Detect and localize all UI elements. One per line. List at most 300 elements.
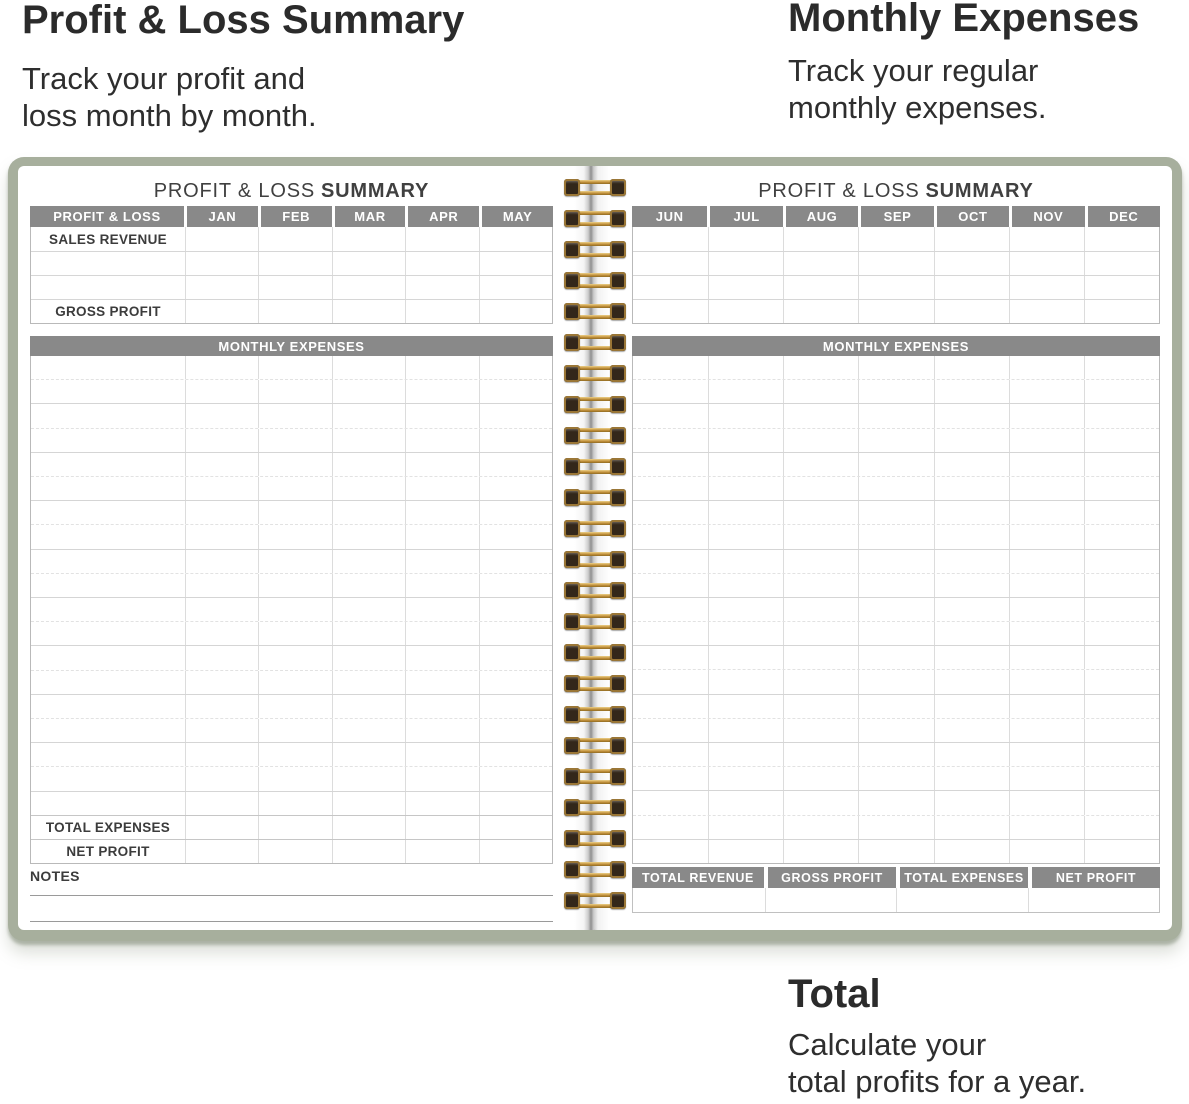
table-cell bbox=[31, 453, 185, 476]
table-cell bbox=[31, 477, 185, 500]
table-cell bbox=[783, 719, 858, 742]
table-cell bbox=[708, 252, 783, 275]
table-cell bbox=[332, 525, 405, 548]
table-cell bbox=[1009, 501, 1084, 524]
coil-hole bbox=[610, 179, 626, 196]
table-cell bbox=[1084, 227, 1159, 251]
table-cell bbox=[708, 477, 783, 500]
coil-hole bbox=[610, 613, 626, 630]
table-cell bbox=[708, 598, 783, 621]
table-cell bbox=[185, 429, 258, 452]
table-cell bbox=[185, 622, 258, 645]
table-cell bbox=[934, 404, 1009, 427]
table-cell bbox=[858, 719, 933, 742]
table-cell bbox=[405, 404, 478, 427]
table-cell bbox=[185, 356, 258, 379]
binding-coil bbox=[560, 861, 632, 878]
table-cell bbox=[1084, 719, 1159, 742]
table-cell bbox=[405, 719, 478, 742]
table-cell bbox=[633, 695, 708, 718]
table-cell bbox=[633, 670, 708, 693]
table-cell bbox=[633, 743, 708, 766]
coil-hole bbox=[564, 861, 580, 878]
binding-coil bbox=[560, 210, 632, 227]
left-expenses-header: MONTHLY EXPENSES bbox=[30, 336, 553, 356]
coil-hole bbox=[564, 179, 580, 196]
coil-hole bbox=[564, 303, 580, 320]
table-cell bbox=[1084, 622, 1159, 645]
right-expenses-table bbox=[632, 336, 1160, 864]
column-header: TOTAL REVENUE bbox=[632, 867, 764, 888]
table-cell bbox=[633, 477, 708, 500]
table-cell bbox=[783, 695, 858, 718]
callout-subtext-line: monthly expenses. bbox=[788, 90, 1047, 125]
table-cell bbox=[332, 840, 405, 863]
column-header: JUN bbox=[632, 206, 707, 227]
coil-hole bbox=[564, 365, 580, 382]
table-cell bbox=[1009, 695, 1084, 718]
right-expense-rows bbox=[633, 356, 1159, 863]
table-cell bbox=[185, 840, 258, 863]
table-cell bbox=[633, 501, 708, 524]
table-cell bbox=[858, 767, 933, 790]
table-cell bbox=[258, 598, 331, 621]
coil-hole bbox=[610, 210, 626, 227]
expense-row bbox=[633, 742, 1159, 766]
expense-row bbox=[31, 428, 552, 452]
expense-row bbox=[633, 573, 1159, 597]
table-cell bbox=[633, 646, 708, 669]
coil-hole bbox=[564, 427, 580, 444]
binding-coil bbox=[560, 489, 632, 506]
page-title-regular: PROFIT & LOSS bbox=[153, 180, 315, 202]
table-cell bbox=[31, 767, 185, 790]
table-cell bbox=[332, 477, 405, 500]
summary-row bbox=[31, 299, 552, 323]
left-page bbox=[18, 166, 590, 930]
expense-row bbox=[633, 452, 1159, 476]
column-header: GROSS PROFIT bbox=[764, 867, 896, 888]
table-cell bbox=[332, 300, 405, 323]
table-cell bbox=[185, 276, 258, 299]
coil-hole bbox=[610, 706, 626, 723]
table-cell bbox=[633, 791, 708, 814]
right-page bbox=[594, 166, 1172, 930]
table-cell bbox=[479, 622, 552, 645]
table-cell bbox=[185, 252, 258, 275]
coil-hole bbox=[564, 520, 580, 537]
coil-hole bbox=[564, 489, 580, 506]
notes-section bbox=[30, 868, 553, 922]
coil-hole bbox=[564, 582, 580, 599]
column-header: AUG bbox=[783, 206, 858, 227]
right-page-title bbox=[632, 180, 1160, 203]
table-cell bbox=[258, 300, 331, 323]
table-cell bbox=[258, 429, 331, 452]
callout-top-right bbox=[788, 0, 1139, 126]
table-cell bbox=[258, 525, 331, 548]
table-cell bbox=[1084, 670, 1159, 693]
binding-coil bbox=[560, 241, 632, 258]
row-label: TOTAL EXPENSES bbox=[45, 820, 171, 835]
coil-hole bbox=[564, 768, 580, 785]
callout-subtext-line: total profits for a year. bbox=[788, 1064, 1087, 1099]
table-cell bbox=[1009, 670, 1084, 693]
table-cell bbox=[332, 356, 405, 379]
table-cell bbox=[258, 252, 331, 275]
table-cell bbox=[31, 525, 185, 548]
coil-hole bbox=[610, 737, 626, 754]
binding-coil bbox=[560, 675, 632, 692]
table-cell bbox=[479, 300, 552, 323]
table-cell bbox=[258, 646, 331, 669]
table-cell bbox=[934, 356, 1009, 379]
table-cell bbox=[405, 550, 478, 573]
binding-coil bbox=[560, 458, 632, 475]
table-cell bbox=[1084, 840, 1159, 863]
column-header: DEC bbox=[1085, 206, 1160, 227]
totals-row bbox=[632, 888, 1160, 913]
table-cell bbox=[1009, 227, 1084, 251]
table-cell bbox=[1009, 574, 1084, 597]
table-cell bbox=[858, 695, 933, 718]
table-cell bbox=[934, 646, 1009, 669]
callout-heading: Profit & Loss Summary bbox=[22, 0, 465, 42]
table-cell bbox=[1009, 719, 1084, 742]
table-cell bbox=[934, 227, 1009, 251]
expense-row bbox=[31, 791, 552, 815]
table-cell bbox=[31, 429, 185, 452]
binding-coil bbox=[560, 799, 632, 816]
column-header: NOV bbox=[1009, 206, 1084, 227]
table-cell bbox=[783, 477, 858, 500]
table-cell bbox=[185, 574, 258, 597]
table-cell bbox=[783, 429, 858, 452]
table-cell bbox=[1009, 300, 1084, 323]
right-summary-rows bbox=[632, 227, 1160, 324]
table-cell bbox=[783, 550, 858, 573]
table-cell bbox=[31, 598, 185, 621]
table-cell bbox=[1084, 816, 1159, 839]
coil-hole bbox=[610, 272, 626, 289]
table-cell bbox=[405, 501, 478, 524]
table-cell bbox=[185, 477, 258, 500]
table-cell bbox=[708, 622, 783, 645]
table-cell bbox=[405, 646, 478, 669]
table-cell bbox=[633, 598, 708, 621]
column-header: OCT bbox=[934, 206, 1009, 227]
table-cell bbox=[858, 276, 933, 299]
left-expenses-table bbox=[30, 336, 553, 864]
table-cell bbox=[479, 646, 552, 669]
binding-coil bbox=[560, 613, 632, 630]
table-cell bbox=[1084, 743, 1159, 766]
table-cell bbox=[405, 300, 478, 323]
table-cell bbox=[332, 404, 405, 427]
coil-hole bbox=[610, 489, 626, 506]
table-cell bbox=[1084, 477, 1159, 500]
binding-coil bbox=[560, 706, 632, 723]
table-cell bbox=[479, 380, 552, 403]
table-cell bbox=[332, 646, 405, 669]
table-cell bbox=[1084, 276, 1159, 299]
table-cell bbox=[258, 404, 331, 427]
table-cell bbox=[783, 598, 858, 621]
expense-row bbox=[633, 645, 1159, 669]
table-cell bbox=[479, 356, 552, 379]
expense-row bbox=[31, 742, 552, 766]
table-cell bbox=[858, 404, 933, 427]
expense-row bbox=[633, 766, 1159, 790]
left-expenses-body bbox=[30, 356, 553, 864]
table-cell bbox=[405, 792, 478, 815]
table-cell bbox=[633, 840, 708, 863]
table-cell bbox=[1028, 888, 1160, 912]
right-month-header bbox=[632, 206, 1160, 227]
table-cell bbox=[934, 767, 1009, 790]
table-cell bbox=[1009, 477, 1084, 500]
table-cell bbox=[633, 574, 708, 597]
table-cell bbox=[185, 525, 258, 548]
table-cell bbox=[858, 791, 933, 814]
table-cell bbox=[934, 453, 1009, 476]
callout-subtext bbox=[788, 1026, 1086, 1100]
table-cell bbox=[405, 574, 478, 597]
left-footer-rows bbox=[31, 815, 552, 863]
expense-row bbox=[633, 379, 1159, 403]
table-cell bbox=[1084, 429, 1159, 452]
row-label: SALES REVENUE bbox=[49, 231, 167, 247]
table-cell bbox=[858, 574, 933, 597]
binding-coil bbox=[560, 582, 632, 599]
binding-coil bbox=[560, 334, 632, 351]
table-cell bbox=[633, 429, 708, 452]
totals-header bbox=[632, 867, 1160, 888]
page-title-bold: SUMMARY bbox=[925, 180, 1034, 202]
table-cell bbox=[783, 380, 858, 403]
table-cell bbox=[258, 767, 331, 790]
coil-hole bbox=[610, 396, 626, 413]
coil-hole bbox=[564, 613, 580, 630]
expense-row bbox=[31, 379, 552, 403]
expense-row bbox=[31, 597, 552, 621]
table-cell bbox=[934, 598, 1009, 621]
table-cell bbox=[185, 300, 258, 323]
table-cell bbox=[332, 574, 405, 597]
column-header: TOTAL EXPENSES bbox=[896, 867, 1028, 888]
table-cell bbox=[858, 840, 933, 863]
table-cell bbox=[708, 574, 783, 597]
table-cell bbox=[934, 816, 1009, 839]
summary-row bbox=[31, 815, 552, 839]
table-cell bbox=[1009, 622, 1084, 645]
table-cell bbox=[185, 743, 258, 766]
table-cell bbox=[1009, 743, 1084, 766]
expense-row bbox=[31, 356, 552, 379]
coil-hole bbox=[610, 582, 626, 599]
coil-hole bbox=[610, 675, 626, 692]
table-cell bbox=[332, 719, 405, 742]
table-cell bbox=[479, 252, 552, 275]
table-cell bbox=[405, 477, 478, 500]
table-cell bbox=[185, 816, 258, 839]
table-cell bbox=[258, 671, 331, 694]
table-cell bbox=[31, 356, 185, 379]
binding-coil bbox=[560, 830, 632, 847]
table-cell bbox=[1084, 356, 1159, 379]
table-cell bbox=[934, 622, 1009, 645]
callout-subtext bbox=[22, 60, 464, 134]
table-cell bbox=[633, 404, 708, 427]
coil-hole bbox=[564, 396, 580, 413]
coil-hole bbox=[610, 458, 626, 475]
table-cell bbox=[858, 646, 933, 669]
summary-row bbox=[31, 251, 552, 275]
notes-line bbox=[30, 896, 553, 922]
row-label bbox=[31, 252, 185, 275]
table-cell bbox=[479, 671, 552, 694]
table-cell bbox=[858, 743, 933, 766]
coil-hole bbox=[564, 644, 580, 661]
table-cell bbox=[858, 550, 933, 573]
table-cell bbox=[783, 453, 858, 476]
binding-coil bbox=[560, 427, 632, 444]
table-cell bbox=[708, 404, 783, 427]
table-cell bbox=[783, 816, 858, 839]
table-cell bbox=[783, 404, 858, 427]
table-cell bbox=[479, 227, 552, 251]
table-cell bbox=[31, 622, 185, 645]
totals-table bbox=[632, 867, 1160, 913]
table-cell bbox=[934, 574, 1009, 597]
coil-hole bbox=[610, 520, 626, 537]
table-cell bbox=[633, 227, 708, 251]
coil-hole bbox=[564, 272, 580, 289]
table-cell bbox=[708, 840, 783, 863]
table-cell bbox=[708, 816, 783, 839]
table-cell bbox=[405, 380, 478, 403]
right-expenses-header: MONTHLY EXPENSES bbox=[632, 336, 1160, 356]
table-cell bbox=[708, 550, 783, 573]
table-cell bbox=[31, 792, 185, 815]
binding-coil bbox=[560, 520, 632, 537]
binding-coil bbox=[560, 272, 632, 289]
table-cell bbox=[31, 695, 185, 718]
expense-row bbox=[633, 815, 1159, 839]
table-cell bbox=[934, 743, 1009, 766]
table-cell bbox=[858, 525, 933, 548]
table-cell bbox=[332, 276, 405, 299]
table-cell bbox=[708, 300, 783, 323]
table-cell bbox=[633, 356, 708, 379]
table-cell bbox=[479, 695, 552, 718]
table-cell bbox=[185, 598, 258, 621]
table-cell bbox=[1084, 404, 1159, 427]
table-cell bbox=[1084, 598, 1159, 621]
table-cell bbox=[31, 380, 185, 403]
expense-row bbox=[633, 694, 1159, 718]
notes-line bbox=[30, 888, 553, 896]
table-cell bbox=[31, 404, 185, 427]
coil-hole bbox=[610, 334, 626, 351]
table-cell bbox=[258, 719, 331, 742]
summary-row bbox=[633, 275, 1159, 299]
table-cell bbox=[708, 227, 783, 251]
table-cell bbox=[405, 622, 478, 645]
expense-row bbox=[31, 573, 552, 597]
expense-row bbox=[633, 549, 1159, 573]
table-cell bbox=[479, 550, 552, 573]
table-cell bbox=[185, 501, 258, 524]
table-cell bbox=[708, 525, 783, 548]
table-cell bbox=[332, 622, 405, 645]
coil-hole bbox=[610, 241, 626, 258]
coil-hole bbox=[610, 644, 626, 661]
table-cell bbox=[332, 550, 405, 573]
callout-subtext-line: Calculate your bbox=[788, 1027, 987, 1062]
table-cell bbox=[1084, 574, 1159, 597]
callout-subtext-line: Track your regular bbox=[788, 53, 1039, 88]
table-cell bbox=[479, 429, 552, 452]
table-cell bbox=[479, 404, 552, 427]
table-cell bbox=[332, 252, 405, 275]
summary-row bbox=[31, 227, 552, 251]
table-cell bbox=[258, 574, 331, 597]
table-cell bbox=[783, 356, 858, 379]
callout-subtext-line: Track your profit and bbox=[22, 61, 306, 96]
table-cell bbox=[633, 719, 708, 742]
table-cell bbox=[1009, 840, 1084, 863]
table-cell bbox=[258, 356, 331, 379]
coil-hole bbox=[564, 551, 580, 568]
table-cell bbox=[708, 501, 783, 524]
table-cell bbox=[934, 840, 1009, 863]
coil-hole bbox=[610, 892, 626, 909]
row-label: GROSS PROFIT bbox=[55, 304, 161, 319]
table-cell bbox=[185, 719, 258, 742]
table-cell bbox=[1009, 356, 1084, 379]
table-cell bbox=[783, 501, 858, 524]
table-cell bbox=[708, 276, 783, 299]
table-cell bbox=[332, 598, 405, 621]
expense-row bbox=[633, 356, 1159, 379]
table-cell bbox=[783, 646, 858, 669]
left-page-title bbox=[30, 180, 553, 203]
table-cell bbox=[332, 453, 405, 476]
table-cell bbox=[258, 276, 331, 299]
coil-hole bbox=[564, 675, 580, 692]
table-cell bbox=[405, 816, 478, 839]
table-cell bbox=[1009, 276, 1084, 299]
table-cell bbox=[31, 743, 185, 766]
coil-hole bbox=[610, 861, 626, 878]
table-cell bbox=[479, 525, 552, 548]
table-cell bbox=[708, 791, 783, 814]
expense-row bbox=[633, 403, 1159, 427]
table-cell bbox=[258, 550, 331, 573]
table-cell bbox=[896, 888, 1028, 912]
table-cell bbox=[185, 646, 258, 669]
expense-row bbox=[31, 524, 552, 548]
table-cell bbox=[858, 598, 933, 621]
table-cell bbox=[633, 525, 708, 548]
table-cell bbox=[858, 356, 933, 379]
table-cell bbox=[783, 767, 858, 790]
table-cell bbox=[258, 695, 331, 718]
table-cell bbox=[405, 356, 478, 379]
coil-hole bbox=[564, 334, 580, 351]
table-cell bbox=[479, 477, 552, 500]
